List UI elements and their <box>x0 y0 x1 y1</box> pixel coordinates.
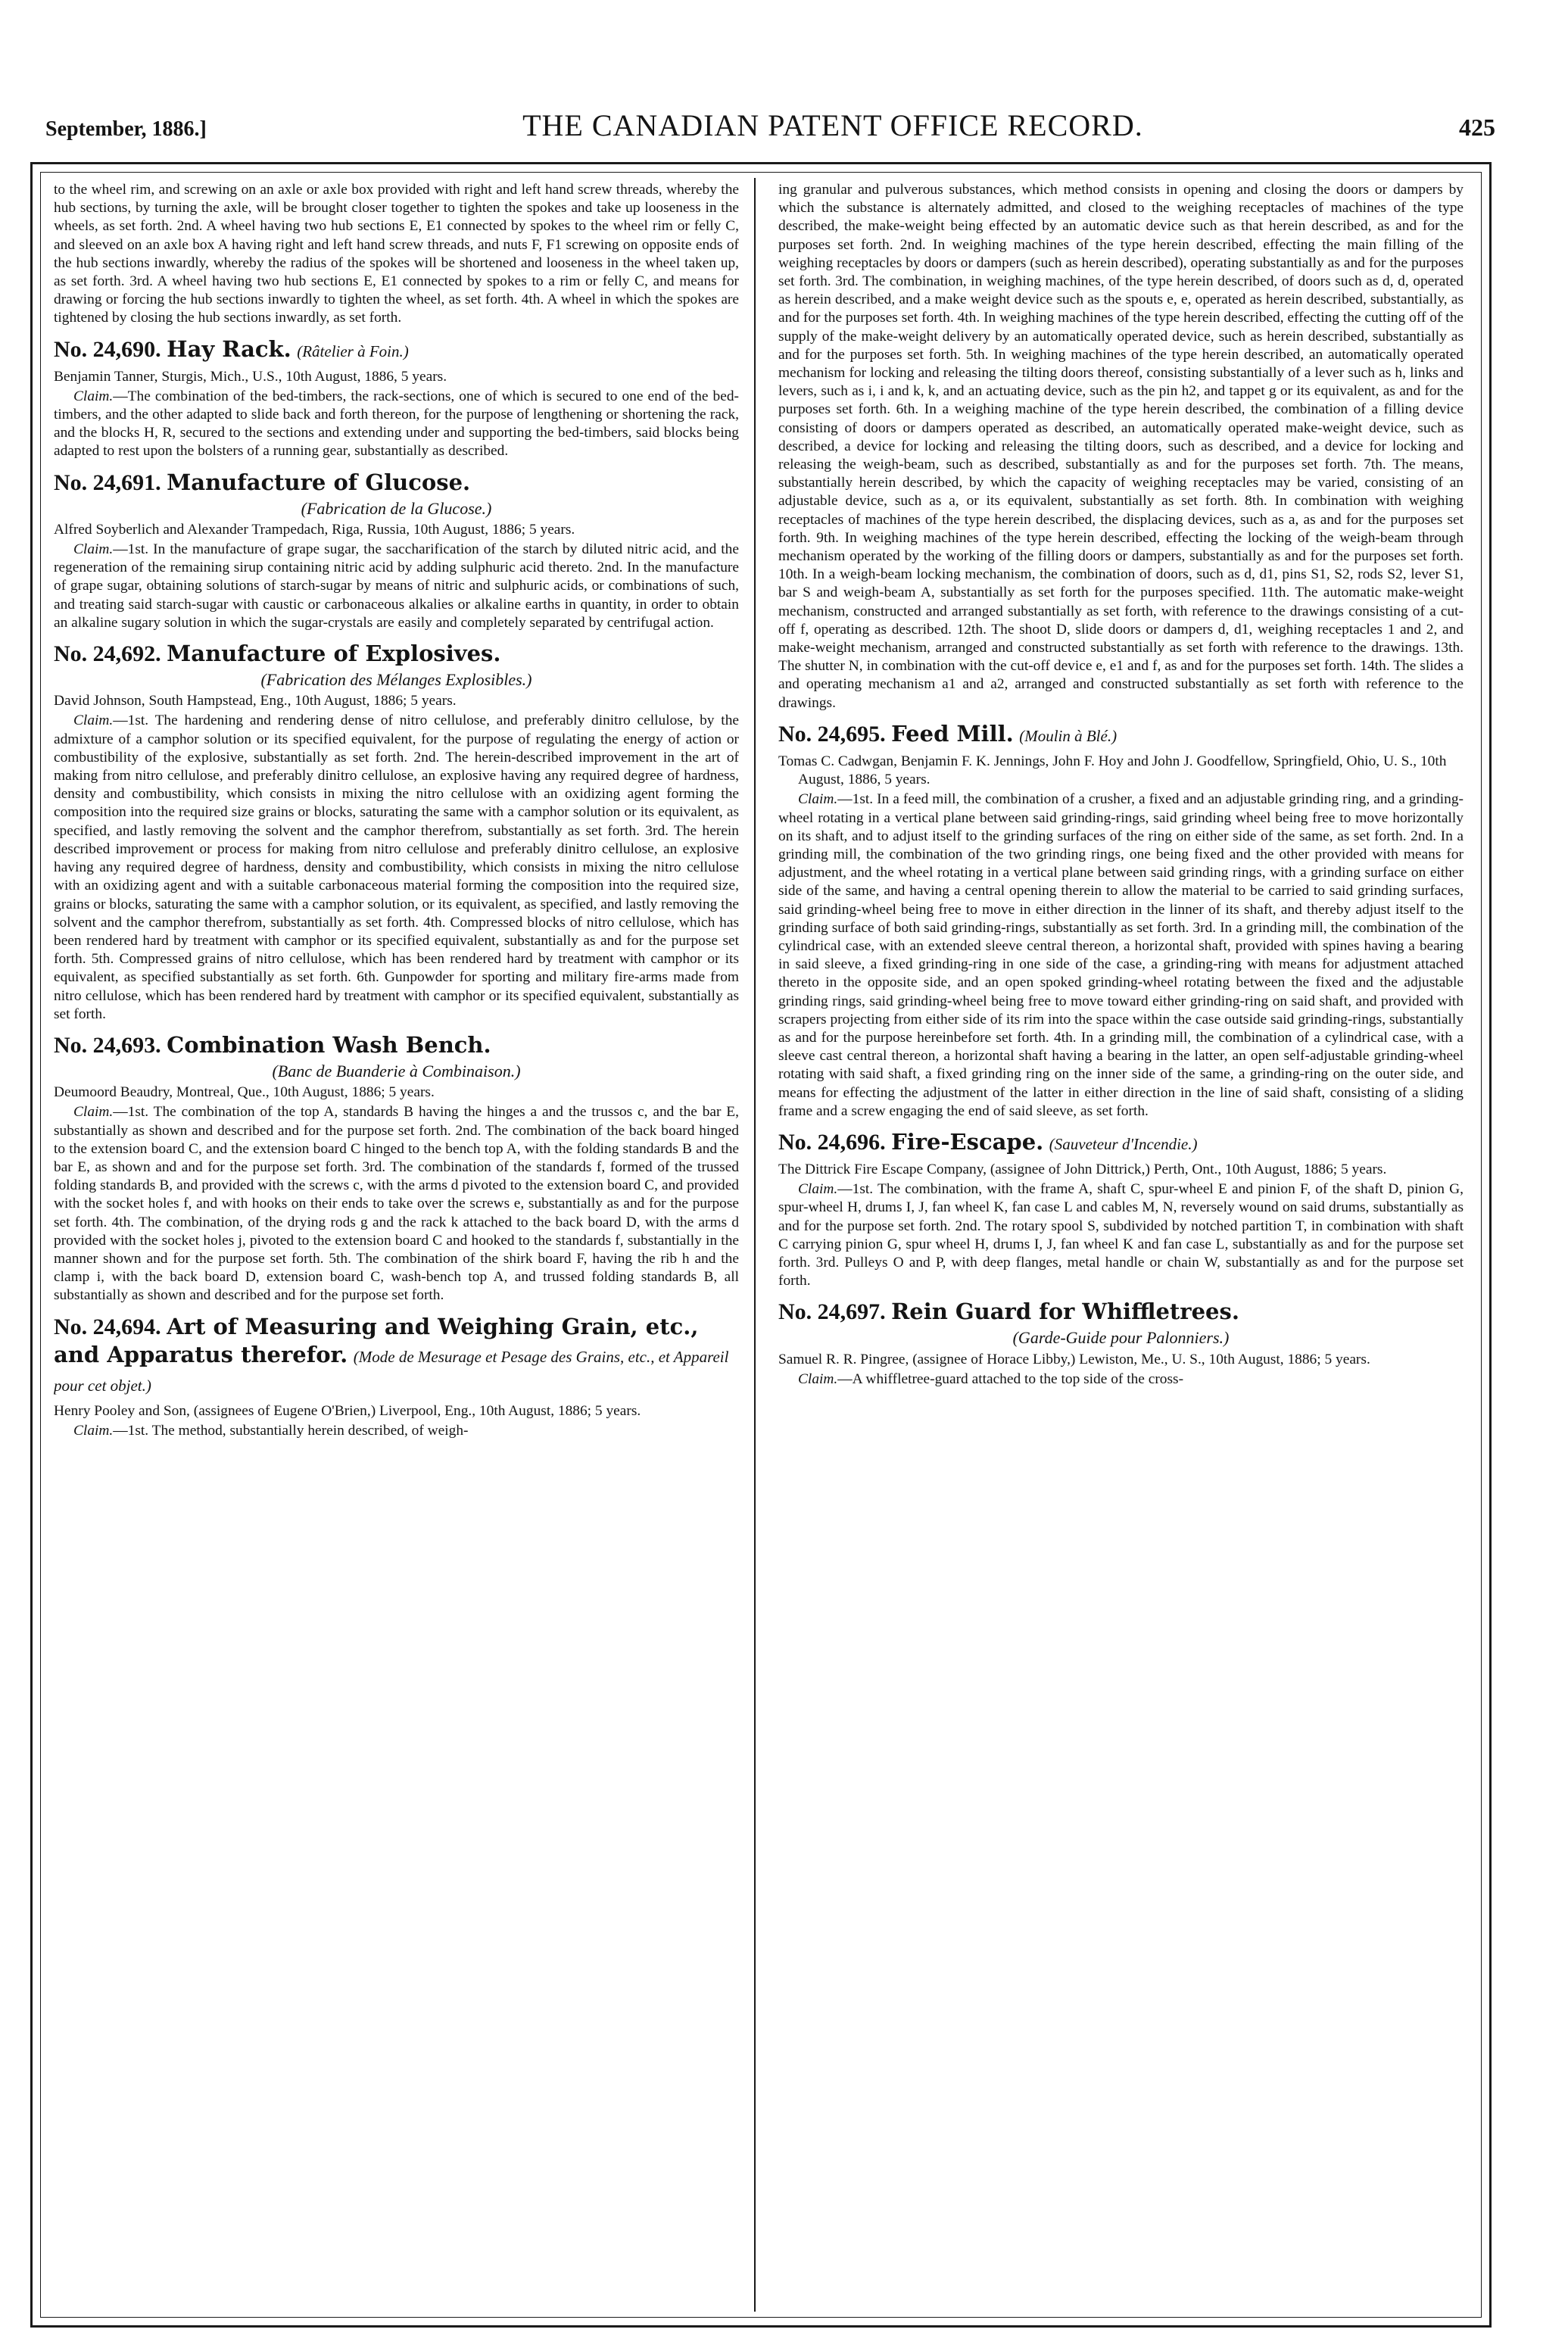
patent-title: Fire-Escape. <box>891 1128 1044 1155</box>
inventor-line: Benjamin Tanner, Sturgis, Mich., U.S., 10th August, 1886, 5 years. <box>54 368 447 385</box>
patent-entry-24690 <box>54 335 739 461</box>
claim-paragraph <box>54 388 739 461</box>
running-header <box>45 108 1495 153</box>
claim-paragraph <box>778 1180 1464 1290</box>
claim-label: Claim. <box>798 791 838 808</box>
entry-heading <box>54 640 739 668</box>
patent-entry-24692 <box>54 640 739 1024</box>
patent-number: No. 24,695. <box>778 721 886 747</box>
continued-claim-text: ing granular and pulverous substances, which method consists in opening and closing the doors or dampers by which the substance is alternately admitted, and closed to the weighing receptacles of machines of the type described, the make-weight being effected by an automatic device such as that herein described, as and for the purposes set forth. 2nd. In weighing machines of the type herein described, effecting the main filling of the weighing receptacles by doors or dampers (such as herein described), operating substantially as and for the purposes set forth. 3rd. The combination, in weighing machines, of the type herein described, of doors such as d, d, operated as herein described, and a make weight device such as the spouts e, e, operated as herein described, substantially, as and for the purposes set forth. 4th. In weighing machines of the type herein described, effecting the cutting off of the supply of the make-weight delivery by an automatically operated device, such as herein described, substantially as and for the purposes set forth. 5th. In weighing machines of the type herein described, an automatically operated mechanism for locking and releasing the tilting doors thereof, consisting substantially of a lever such as h, links and levers, such as i, i and k, k, and an actuating device, such as the pin h2, and tappet g or its equivalent, as and for the purposes set forth. 6th. In a weighing machine of the type herein described, the combination of a filling device consisting of doors or dampers operated as described, an automatically operated make-weight device, such as described, a device for locking and releasing the tilting doors, such as described, and a device for locking and releasing the weigh-beam, such as described, substantially as and for the purposes set forth. 7th. The means, substantially herein described, by which the capacity of weighing receptacles may be varied, consisting of an adjustable device, such as a, or its equivalent, substantially as set forth. 8th. In combination with weighing receptacles of machines of the type herein described, the displacing devices, such as a, as and for the purposes set forth. 9th. In weighing machines of the type herein described, effecting the locking of the weigh-beam through mechanism operated by the working of the filling doors or dampers, substantially as and for the purposes set forth. 10th. In a weigh-beam locking mechanism, the combination of doors, such as d, d1, pins S1, S2, rods S2, lever S1, bar S and weigh-beam A, substantially as set forth for the purposes specified. 11th. The automatic make-weight mechanism, constructed and arranged substantially as set forth, with reference to the drawings consisting of a cut-off f, operating as described. 12th. The shoot D, slide doors or dampers d, d1, weighing receptacles 1 and 2, and make-weight mechanism, arranged and constructed substantially as set forth with reference to the drawings. 13th. The shutter N, in combination with the cut-off device e, e1 and f, as and for the purposes set forth. 14th. The slides a and operating mechanism a1 and a2, arranged and constructed substantially as set forth with reference to the drawings. <box>778 182 1464 711</box>
claim-label: Claim. <box>798 1370 838 1387</box>
right-column <box>778 181 1464 2310</box>
patent-number: No. 24,694. <box>54 1314 161 1339</box>
patent-number: No. 24,696. <box>778 1129 886 1155</box>
claim-paragraph <box>778 790 1464 1121</box>
patent-entry-24691 <box>54 469 739 632</box>
publication-title: THE CANADIAN PATENT OFFICE RECORD. <box>522 108 1143 142</box>
patent-entry-24694 <box>54 1313 739 1440</box>
entry-heading <box>54 469 739 497</box>
page-number: 425 <box>1459 114 1495 141</box>
patent-number: No. 24,692. <box>54 641 161 667</box>
patent-number: No. 24,693. <box>54 1032 161 1058</box>
patent-title: Manufacture of Explosives. <box>167 641 501 667</box>
inventor-line: Henry Pooley and Son, (assignees of Eugene O'Brien,) Liverpool, Eng., 10th August, 1886; 5 years. <box>54 1402 641 1419</box>
patent-title: Feed Mill. <box>891 720 1014 747</box>
claim-paragraph <box>778 1370 1464 1389</box>
claim-text: —1st. The combination of the top A, standards B having the hinges a and the trussos c, and the bar E, substantially as shown and described and for the purpose set forth. 2nd. The combination of the back board hinged to the extension board C, and the extension board C hinged to the bench top A, with the folding standards B and the bar E, as shown and and for the purpose set forth. 3rd. The combination of the standards f, formed of the trussed folding standards B, and provided with the screws c, with the arms d pivoted to the extension board C, and provided with the socket holes f, and with hooks on their ends to take over the screws e, substantially as and for the purpose set forth. 4th. The combination, of the drying rods g and the rack k attached to the back board D, with the arms d provided with the socket holes j, pivoted to the extension board C and hooked to the standards f, substantially in the manner shown and for the purpose set forth. 5th. The combination of the shirk board F, having the rib h and the clamp i, with the back board D, extension board C, wash-bench top A, and trussed folding standards B, all substantially as shown and described and for the purpose set forth. <box>54 1104 739 1304</box>
claim-label: Claim. <box>73 712 114 729</box>
claim-text: —1st. In the manufacture of grape sugar, the saccharification of the starch by diluted nitric acid, and the regeneration of the remaining sirup containing nitric acid by adding sulphuric acid thereto. 2nd. In the manufacture of grape sugar, obtaining solutions of starch-sugar by means of nitric and sulphuric acids, or combinations of such, and treating said starch-sugar with caustic or carbonaceous alkalies or alkaline earths in quantity, in order to obtain an alkaline sugary solution in which the sugar-crystals are easily and completely separated by centrifugal action. <box>54 541 739 631</box>
claim-text: —1st. The method, substantially herein described, of weigh- <box>113 1422 469 1439</box>
french-title: (Fabrication des Mélanges Explosibles.) <box>260 670 532 690</box>
claim-text: —1st. In a feed mill, the combination of a crusher, a fixed and an adjustable grinding ring, and a grinding-wheel rotating in a vertical plane between said grinding-rings, said grinding wheel being free to move horizontally on its shaft, and to adjust itself to the grinding surfaces of the ring on either side of the same, as set forth. 2nd. In a grinding mill, the combination of the two grinding rings, one being fixed and the other provided with means for adjustment, and the wheel rotating in a vertical plane between said grinding rings, with a grinding surface on either side of the same, and having a central opening therein to allow the material to be carried to said grinding surfaces, said grinding-wheel being free to move in either direction in the linner of its shaft, and thereby adjust itself to the grinding surface of both said grinding-rings, substantially as set forth. 3rd. In a grinding mill, the combination of the cylindrical case, with an extended sleeve central thereon, a horizontal shaft, provided with spines having a bearing in said sleeve, a fixed grinding-ring in one side of the case, a grinding-ring with means for adjustment attached thereto in the opposite side, and an open spoked grinding-wheel rotating between the fixed and the adjustable grinding rings, said grinding-wheel being free to move toward either grinding-ring on said shaft, and provided with scrapers projecting from either side of its rim into the space within the case outside said grinding-rings, substantially as and for the purpose hereinbefore set forth. 4th. In a grinding mill, the combination of a cylindrical case, with a sleeve cast central thereon, a horizontal shaft having a bearing in the latter, an open self-adjustable grinding-wheel rotating with said shaft, a fixed grinding ring on the inner side of the same, a grinding-ring on the outer side, and means for effecting the adjustment of the latter in either direction in the line of said shaft, consisting of a sliding frame and a screw engaging the end of said sleeve, as set forth. <box>778 791 1464 1119</box>
left-column <box>54 181 739 2310</box>
french-title: (Mode de Mesurage et Pesage des Grains, etc., et Appareil pour cet objet.) <box>54 1347 729 1395</box>
inventor-line: Samuel R. R. Pingree, (assignee of Horace Libby,) Lewiston, Me., U. S., 10th August, 1886; 5 years. <box>778 1351 1370 1367</box>
column-divider <box>754 178 756 2312</box>
patent-title: Hay Rack. <box>167 335 291 362</box>
patent-entry-24696 <box>778 1128 1464 1290</box>
inventor-line: The Dittrick Fire Escape Company, (assignee of John Dittrick,) Perth, Ont., 10th August, 1886; 5 years. <box>778 1161 1387 1177</box>
claim-label: Claim. <box>73 1104 114 1121</box>
patent-title: Rein Guard for Whiffletrees. <box>891 1299 1239 1325</box>
entry-heading <box>778 1128 1464 1158</box>
french-title: (Moulin à Blé.) <box>1019 726 1118 745</box>
claim-paragraph <box>54 541 739 632</box>
claim-paragraph <box>54 712 739 1023</box>
french-title: (Fabrication de la Glucose.) <box>301 498 492 518</box>
entry-heading <box>54 1313 739 1399</box>
claim-label: Claim. <box>73 541 114 558</box>
issue-date: September, 1886.] <box>45 117 207 141</box>
patent-entry-24693 <box>54 1031 739 1305</box>
inventor-line: Deumoord Beaudry, Montreal, Que., 10th August, 1886; 5 years. <box>54 1084 435 1101</box>
patent-entry-24695 <box>778 720 1464 1121</box>
claim-label: Claim. <box>798 1181 838 1198</box>
french-title: (Sauveteur d'Incendie.) <box>1049 1134 1198 1153</box>
patent-entry-24697 <box>778 1298 1464 1389</box>
claim-text: —A whiffletree-guard attached to the top side of the cross- <box>837 1370 1184 1387</box>
patent-number: No. 24,690. <box>54 336 161 362</box>
patent-number: No. 24,691. <box>54 469 161 495</box>
french-title: (Banc de Buanderie à Combinaison.) <box>272 1061 521 1080</box>
claim-label: Claim. <box>73 1422 114 1439</box>
entry-heading <box>54 1031 739 1059</box>
patent-number: No. 24,697. <box>778 1299 886 1325</box>
page-frame <box>30 162 1492 2328</box>
french-title: (Râtelier à Foin.) <box>297 341 409 360</box>
french-title: (Garde-Guide pour Palonniers.) <box>1012 1328 1230 1348</box>
entry-heading <box>778 1298 1464 1326</box>
patent-title: Manufacture of Glucose. <box>167 469 471 495</box>
claim-text: —1st. The hardening and rendering dense of nitro cellulose, and preferably dinitro cellulose, by the admixture of a camphor solution or its specified equivalent, for the purpose of regulating the energy of action or combustibility of the explosive, substantially as set forth. 2nd. The herein-described improvement in the art of making from nitro cellulose, and preferably dinitro cellulose, an explosive having any required degree of hardness, density and combustibility, which consists in mixing the nitro cellulose with an oxidizing agent forming the composition into the required size grains or blocks, saturating the same with a camphor solution or its equivalent, as specified, and lastly removing the solvent and the camphor therefrom, substantially as set forth. 3rd. The herein described improvement or process for making from nitro cellulose and preferably dinitro cellulose, an explosive having any required degree of hardness, density and combustibility, which consists in mixing the nitro cellulose with an oxidizing agent and with a suitable carbonaceous material forming the composition into the required size, grains or blocks, saturating the same with a camphor solution, or its equivalent, as specified, and lastly removing the solvent and the camphor therefrom, substantially as set forth. 4th. Compressed blocks of nitro cellulose, which has been rendered hard by treatment with camphor or its specified equivalent, substantially as and for the purpose set forth. 5th. Compressed grains of nitro cellulose, which has been rendered hard by treatment with camphor or its equivalent, as specified substantially as set forth. 6th. Gunpowder for sporting and military fire-arms made from nitro cellulose, which has been rendered hard by treatment with camphor or its specified equivalent, substantially as set forth. <box>54 712 739 1022</box>
inventor-line: Alfred Soyberlich and Alexander Trampedach, Riga, Russia, 10th August, 1886; 5 years. <box>54 521 575 538</box>
entry-heading <box>54 335 739 365</box>
patent-title: Art of Measuring and Weighing Grain, etc., and Apparatus therefor. <box>54 1313 699 1367</box>
continued-claim-text: to the wheel rim, and screwing on an axle or axle box provided with right and left hand screw threads, whereby the hub sections, by turning the axle, will be brought closer together to tighten the spokes and take up looseness in the wheels, as set forth. 2nd. A wheel having two hub sections E, E1 connected by spokes to the wheel rim or felly C, and sleeved on an axle box A having right and left hand screw threads, and nuts F, F1 screwing on opposite ends of the hub sections inwardly, whereby the radius of the spokes will be shortened and looseness in the wheel taken up, as set forth. 3rd. A wheel having two hub sections E, E1 connected by spokes to a rim or felly C, and means for drawing or forcing the hub sections inwardly to tighten the wheel, as set forth. 4th. A wheel in which the spokes are tightened by closing the hub sections inwardly, as set forth. <box>54 182 739 326</box>
claim-text: —The combination of the bed-timbers, the rack-sections, one of which is secured to one end of the bed-timbers, and the other adapted to slide back and forth thereon, for the purpose of lengthening or shortening the rack, and the blocks H, R, secured to the sections and extending under and supporting the bed-timbers, said blocks being adapted to rest upon the bolsters of a running gear, substantially as described. <box>54 388 739 460</box>
claim-paragraph <box>54 1103 739 1305</box>
claim-text: —1st. The combination, with the frame A, shaft C, spur-wheel E and pinion F, of the shaft D, pinion G, spur-wheel H, drums I, J, fan wheel K, fan case L and cables M, N, reversely wound on said drums, substantially as and for the purpose set forth. 2nd. The rotary spool S, subdivided by notched partition T, in combination with shaft C carrying pinion G, spur wheel H, drums I, J, fan wheel K and fan case L, substantially as and for the purpose set forth. 3rd. Pulleys O and P, with deep flanges, metal handle or chain W, substantially as and for the purpose set forth. <box>778 1181 1464 1289</box>
inventor-line: David Johnson, South Hampstead, Eng., 10th August, 1886; 5 years. <box>54 693 457 709</box>
claim-paragraph <box>54 1422 739 1440</box>
inventor-line: Tomas C. Cadwgan, Benjamin F. K. Jennings, John F. Hoy and John J. Goodfellow, Springfield, Ohio, U. S., 10th August, 1886, 5 years. <box>778 753 1447 788</box>
entry-heading <box>778 720 1464 750</box>
patent-title: Combination Wash Bench. <box>167 1031 491 1058</box>
claim-label: Claim. <box>73 388 114 404</box>
